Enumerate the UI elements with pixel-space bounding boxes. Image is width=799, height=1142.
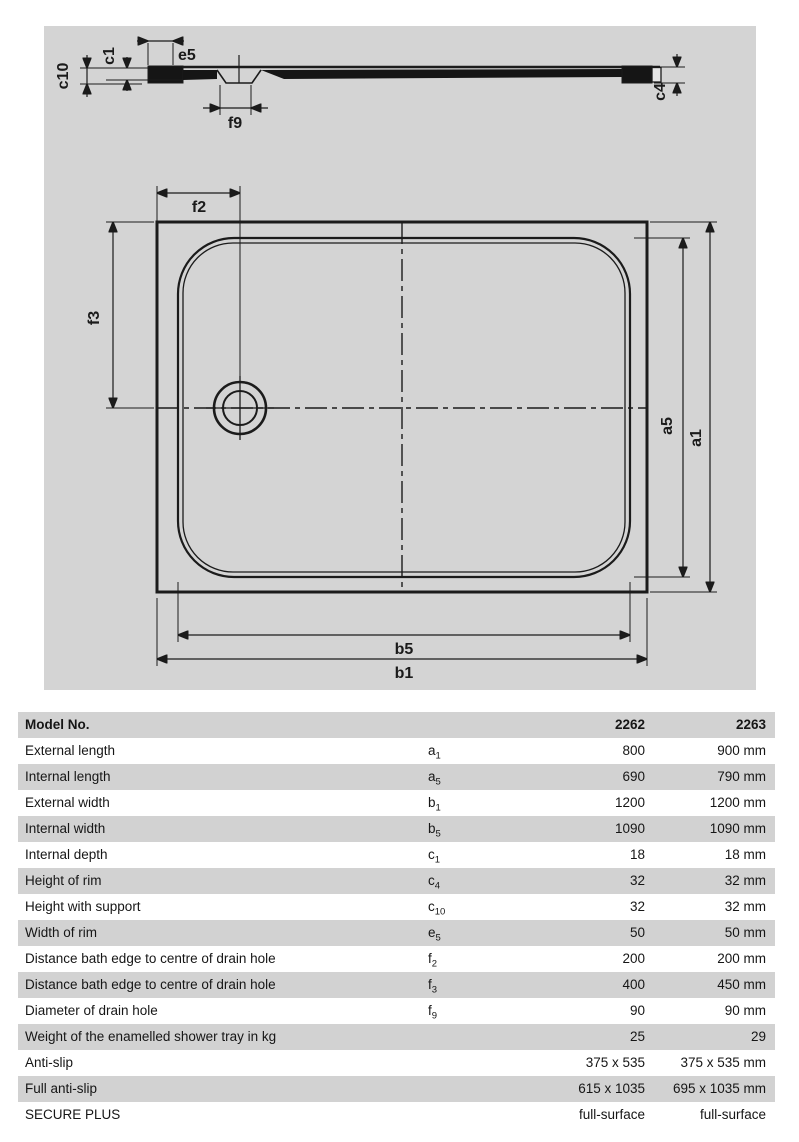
table-row: [18, 894, 775, 920]
profile-view: [55, 41, 685, 132]
spec-value-2262: 375 x 535: [585, 1055, 645, 1070]
column-header-model: Model No.: [25, 717, 90, 732]
spec-value-2263: 32 mm: [724, 873, 766, 888]
spec-label: Height with support: [25, 899, 141, 914]
spec-symbol: $c_{10}$: [428, 899, 446, 918]
spec-label: Internal length: [25, 769, 111, 784]
dim-label-c4: c4: [652, 83, 669, 101]
spec-label: Full anti-slip: [25, 1081, 98, 1096]
table-row: [18, 1102, 775, 1128]
spec-label: Internal width: [25, 821, 106, 836]
spec-symbol: $f_9$: [428, 1003, 438, 1022]
spec-symbol: [428, 1102, 528, 1128]
spec-value-2262: 25: [629, 1029, 645, 1044]
spec-symbol: $a_5$: [428, 769, 441, 788]
dim-label-f3: f3: [86, 310, 103, 326]
spec-value-2262: 50: [629, 925, 645, 940]
table-row: [18, 998, 775, 1024]
spec-symbol: [428, 1050, 528, 1076]
spec-symbol: $a_1$: [428, 743, 441, 762]
spec-value-2262: 615 x 1035: [578, 1081, 645, 1096]
spec-label: Distance bath edge to centre of drain hole: [25, 977, 276, 992]
spec-label: Height of rim: [25, 873, 102, 888]
spec-label: Distance bath edge to centre of drain hole: [25, 951, 276, 966]
dimension-e5: [137, 41, 196, 65]
table-row: [18, 946, 775, 972]
table-row: [18, 1076, 775, 1102]
spec-value-2262: 1090: [614, 821, 645, 836]
spec-value-2263: 695 x 1035 mm: [672, 1081, 766, 1096]
spec-value-2262: 18: [629, 847, 645, 862]
table-row: [18, 1024, 775, 1050]
spec-table: [18, 712, 775, 1128]
dim-label-f2: f2: [191, 199, 207, 216]
dim-label-a1: a1: [688, 429, 705, 447]
column-header-symbol: [428, 712, 528, 738]
dimension-b1: [157, 598, 647, 682]
spec-label: External width: [25, 795, 110, 810]
spec-value-2262: 400: [622, 977, 645, 992]
table-row: [18, 842, 775, 868]
table-row: [18, 816, 775, 842]
dim-label-b1: b1: [394, 665, 414, 682]
spec-value-2263: 1090 mm: [709, 821, 766, 836]
spec-label: Diameter of drain hole: [25, 1003, 158, 1018]
spec-symbol: [428, 1024, 528, 1050]
table-row: [18, 738, 775, 764]
technical-drawing: [44, 26, 756, 690]
spec-value-2262: 1200: [614, 795, 645, 810]
spec-value-2263: 450 mm: [717, 977, 766, 992]
table-row: [18, 972, 775, 998]
dimension-f3: [86, 222, 154, 408]
spec-symbol: $b_5$: [428, 821, 441, 840]
spec-value-2262: 690: [622, 769, 645, 784]
table-header-row: [18, 712, 775, 738]
dim-label-e5: e5: [178, 47, 196, 64]
dimension-f2: [157, 186, 240, 376]
spec-value-2262: full-surface: [578, 1107, 645, 1122]
spec-value-2263: 375 x 535 mm: [680, 1055, 766, 1070]
column-header-model-2262: 2262: [614, 717, 645, 732]
column-header-model-2263: 2263: [735, 717, 766, 732]
spec-value-2263: 1200 mm: [709, 795, 766, 810]
table-row: [18, 1050, 775, 1076]
table-row: [18, 920, 775, 946]
spec-label: Width of rim: [25, 925, 98, 940]
spec-value-2263: 900 mm: [717, 743, 766, 758]
spec-value-2263: full-surface: [699, 1107, 766, 1122]
spec-value-2262: 90: [629, 1003, 645, 1018]
spec-value-2262: 800: [622, 743, 645, 758]
spec-label: External length: [25, 743, 116, 758]
spec-symbol: $c_4$: [428, 873, 441, 892]
dim-label-a5: a5: [659, 417, 676, 435]
plan-view: [86, 186, 717, 682]
spec-value-2263: 90 mm: [724, 1003, 766, 1018]
spec-symbol: $b_1$: [428, 795, 441, 814]
drawing-panel: [44, 26, 756, 690]
spec-label: Weight of the enamelled shower tray in kg: [25, 1029, 277, 1044]
spec-value-2263: 18 mm: [724, 847, 766, 862]
spec-symbol: [428, 1076, 528, 1102]
spec-symbol: $e_5$: [428, 925, 441, 944]
spec-value-2263: 50 mm: [724, 925, 766, 940]
dim-label-c1: c1: [101, 47, 118, 65]
spec-value-2263: 32 mm: [724, 899, 766, 914]
table-row: [18, 764, 775, 790]
table-row: [18, 868, 775, 894]
spec-value-2262: 32: [629, 899, 645, 914]
dim-label-f9: f9: [227, 115, 243, 132]
dim-label-c10: c10: [55, 62, 72, 90]
table-row: [18, 790, 775, 816]
drain-hole: [206, 376, 274, 440]
spec-symbol: $f_2$: [428, 951, 438, 970]
dimension-f9: [203, 85, 268, 132]
spec-label: Anti-slip: [25, 1055, 74, 1070]
spec-value-2262: 200: [622, 951, 645, 966]
spec-value-2262: 32: [629, 873, 645, 888]
spec-label: Internal depth: [25, 847, 108, 862]
spec-value-2263: 790 mm: [717, 769, 766, 784]
spec-value-2263: 200 mm: [717, 951, 766, 966]
dim-label-b5: b5: [394, 641, 414, 658]
spec-symbol: $f_3$: [428, 977, 438, 996]
spec-symbol: $c_1$: [428, 847, 441, 866]
spec-value-2263: 29: [750, 1029, 766, 1044]
spec-label: SECURE PLUS: [25, 1107, 121, 1122]
